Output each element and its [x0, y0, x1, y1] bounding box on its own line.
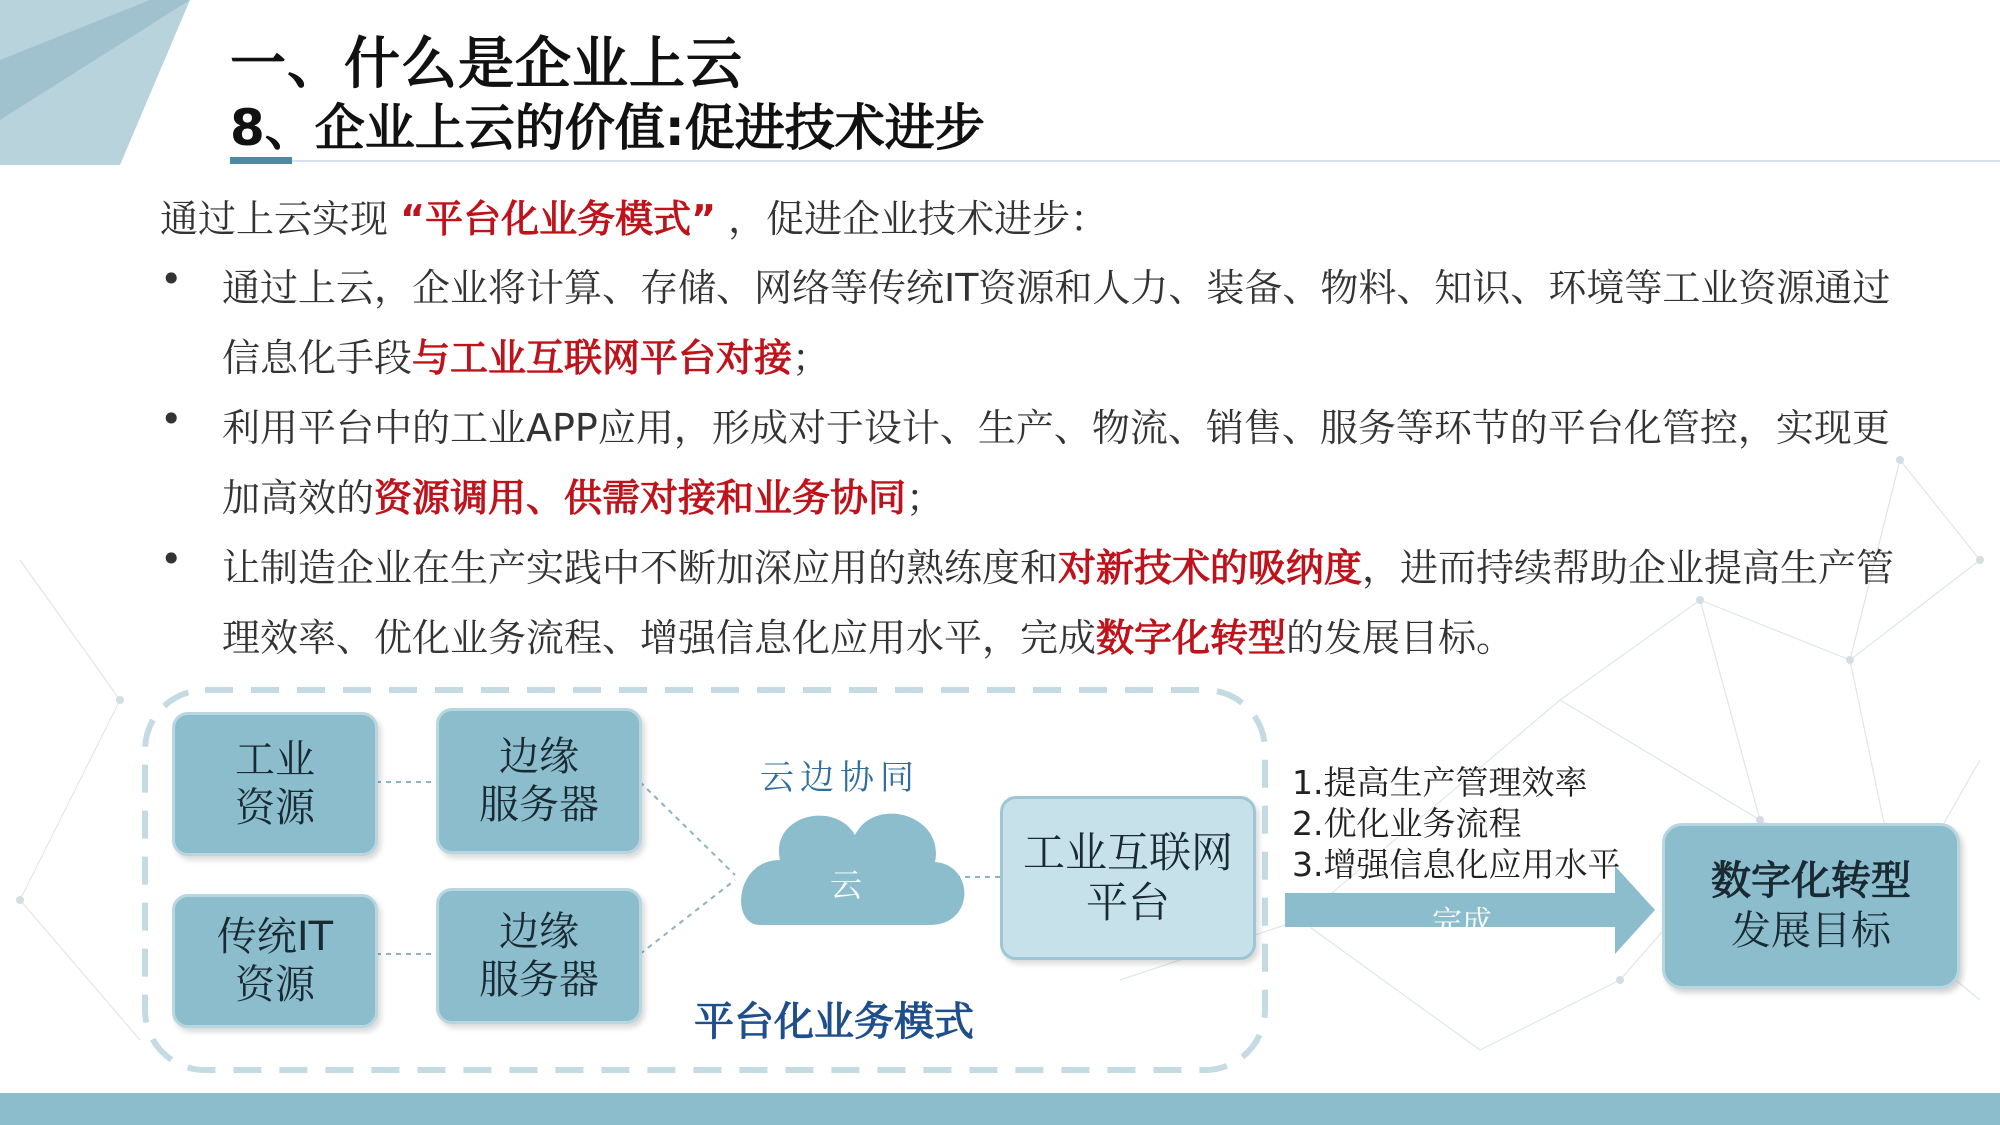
bullet-marker-3: • — [160, 537, 183, 581]
platform-line-2: 平台 — [1085, 878, 1170, 927]
outcome-item: 1.提高生产管理效率 — [1292, 763, 1588, 802]
intro-highlight: “平台化业务模式” — [400, 197, 717, 241]
box-traditional-line-2: 资源 — [234, 962, 315, 1008]
goal-bold-text: 数字化转型 — [1711, 858, 1911, 904]
box-traditional-line-1: 传统IT — [216, 914, 334, 960]
arrow-complete-label: 完成 — [1432, 905, 1492, 940]
page-subtitle: 8、企业上云的价值:促进技术进步 — [230, 99, 985, 157]
outcomes-list — [1292, 762, 1621, 885]
bullet-2-line-2-post: ； — [906, 476, 945, 520]
industrial-internet-platform-box — [1000, 796, 1256, 960]
page-title: 一、什么是企业上云 — [230, 32, 743, 97]
bullet-2-line-1: 利用平台中的工业APP应用，形成对于设计、生产、物流、销售、服务等环节的平台化管控，实现更 — [222, 406, 1890, 450]
box-edge-top-line-2: 服务器 — [479, 782, 599, 828]
footer-bar — [0, 1093, 2000, 1125]
box-industrial-line-1: 工业 — [235, 737, 315, 783]
digital-transformation-goal-box — [1662, 823, 1960, 989]
bullet-3-line-2-pre: 理效率、优化业务流程、增强信息化应用水平，完成 — [222, 616, 1097, 660]
box-edge-server-bottom — [436, 888, 642, 1024]
box-edge-top-line-1: 边缘 — [499, 734, 579, 780]
bullet-1-line-2-post: ； — [792, 336, 831, 380]
platform-line-1: 工业互联网 — [1022, 827, 1233, 877]
intro-suffix: ，促进企业技术进步： — [728, 197, 1109, 241]
bullet-3-line-1-pre: 让制造企业在生产实践中不断加深应用的熟练度和 — [222, 546, 1059, 590]
bullet-2-highlight: 资源调用、供需对接和业务协同 — [374, 476, 907, 520]
box-industrial-line-2: 资源 — [235, 785, 315, 831]
goal-normal-text: 发展目标 — [1731, 908, 1891, 954]
bullet-marker-1: • — [160, 257, 183, 301]
cloud-label: 云 — [830, 866, 863, 904]
platform-mode-label: 平台化业务模式 — [694, 999, 974, 1045]
box-edge-bottom-line-2: 服务器 — [479, 957, 599, 1003]
box-edge-server-top — [436, 708, 642, 854]
bullet-1-highlight: 与工业互联网平台对接 — [412, 336, 793, 380]
bullet-1-line-2-pre: 信息化手段 — [222, 336, 413, 380]
bullet-3-highlight-2: 数字化转型 — [1096, 616, 1287, 660]
box-traditional-it-resources — [172, 894, 378, 1028]
bullet-3-line-1-post: ，进而持续帮助企业提高生产管 — [1362, 546, 1895, 590]
outcome-item: 2.优化业务流程 — [1292, 804, 1522, 843]
box-edge-bottom-line-1: 边缘 — [499, 909, 579, 955]
intro-prefix: 通过上云实现 — [160, 197, 389, 241]
bullet-2-line-2-pre: 加高效的 — [222, 476, 375, 520]
bullet-3-line-2-post: 的发展目标。 — [1286, 616, 1515, 660]
box-industrial-resources — [172, 712, 378, 856]
bullet-1-line-1: 通过上云，企业将计算、存储、网络等传统IT资源和人力、装备、物料、知识、环境等工业资源通过 — [222, 266, 1891, 310]
cloud-edge-collab-label: 云边协同 — [760, 758, 920, 798]
bullet-3-highlight-1: 对新技术的吸纳度 — [1058, 546, 1363, 590]
outcome-item: 3.增强信息化应用水平 — [1292, 845, 1621, 884]
bullet-marker-2: • — [160, 397, 183, 441]
